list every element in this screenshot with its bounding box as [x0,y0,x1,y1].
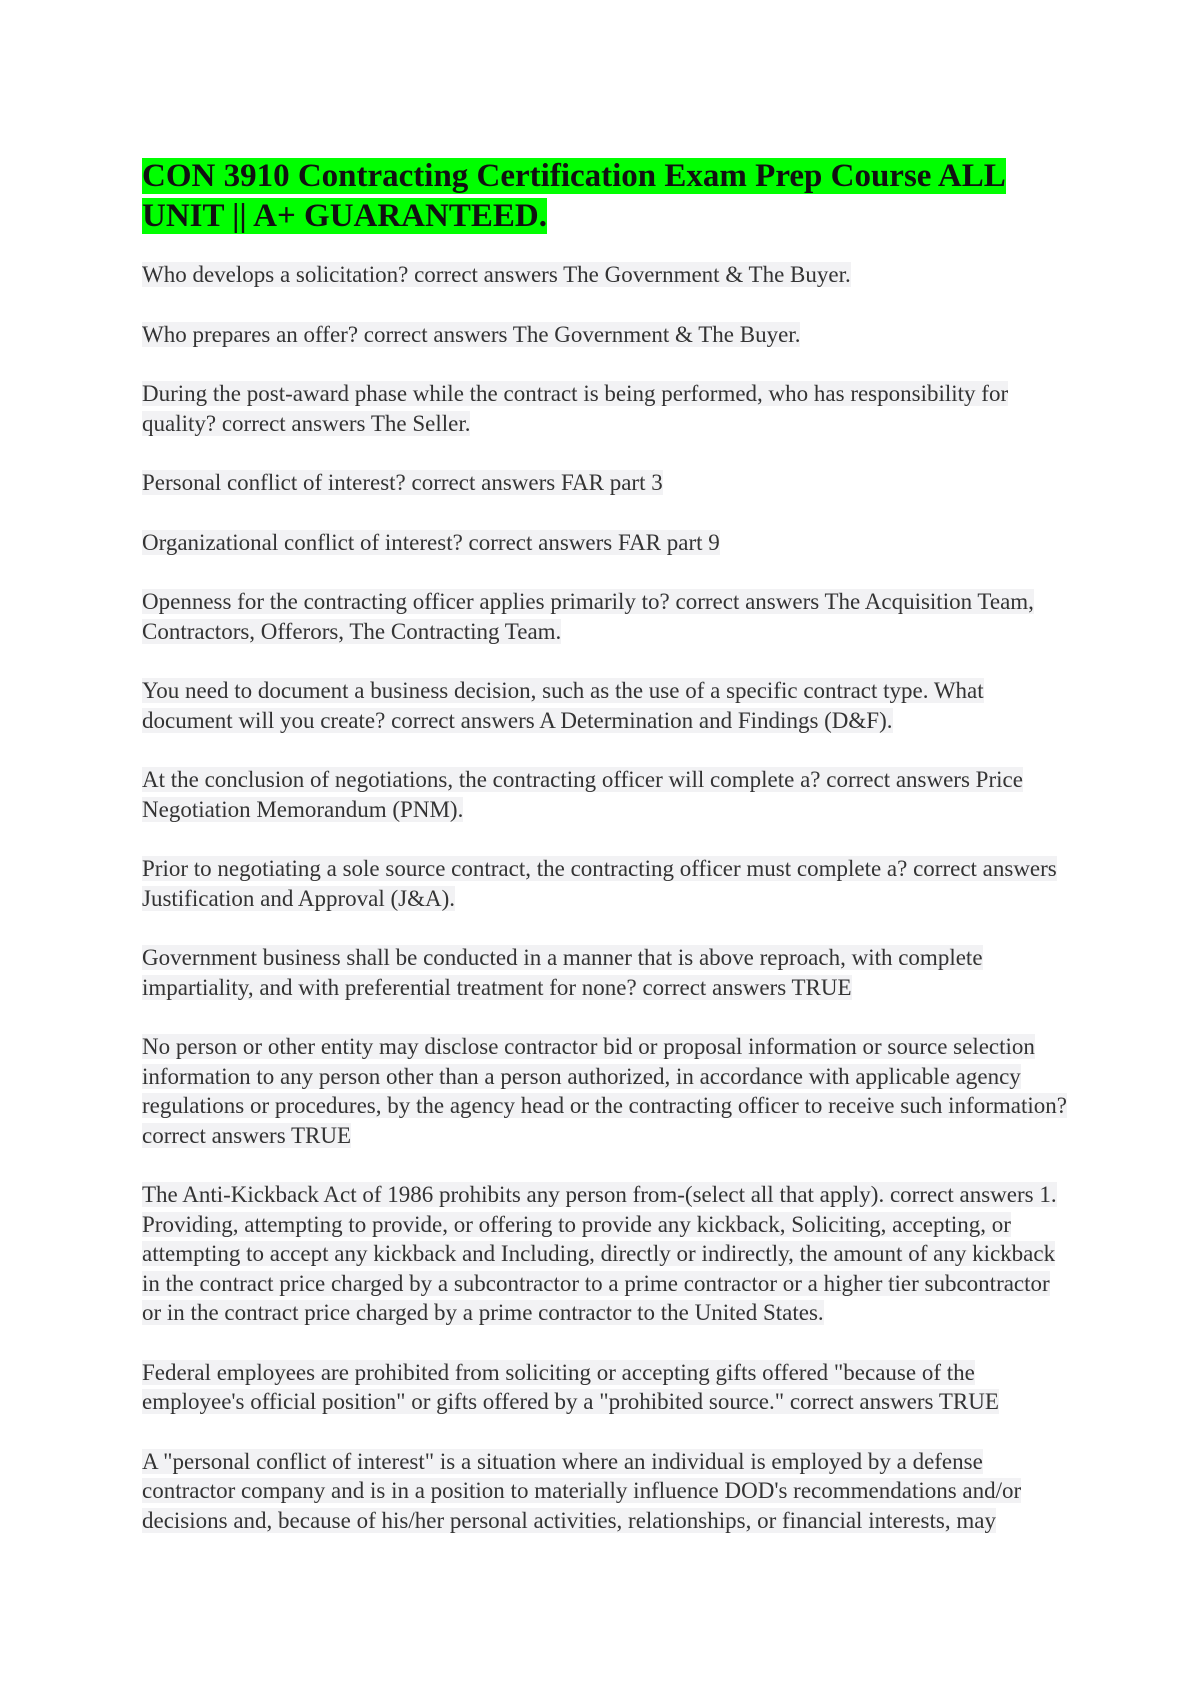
qa-item: Openness for the contracting officer applies primarily to? correct answers The Acquisition Team, Contractors, Offerors, The Contracting Team. [142,589,1034,644]
qa-item: The Anti-Kickback Act of 1986 prohibits any person from-(select all that apply). correct answers 1. Providing, attempting to provide, or offering to provide any kickback, Soliciting, accepting, or attempting to accept any kickback and Including, directly or indirectly, the amount of any kickback in the contract price charged by a subcontractor to a prime contractor or a higher tier subcontractor or in the contract price charged by a prime contractor to the United States. [142,1182,1057,1325]
document-content [142,156,1067,1565]
qa-item: Who develops a solicitation? correct answers The Government & The Buyer. [142,262,851,287]
qa-item: Organizational conflict of interest? correct answers FAR part 9 [142,529,720,555]
qa-item: Personal conflict of interest? correct answers FAR part 3 [142,470,663,495]
qa-item: No person or other entity may disclose contractor bid or proposal information or source selection information to any person other than a person authorized, in accordance with applicable agency regulations or procedures, by the agency head or the contracting officer to receive such information? correct answers TRUE [142,1034,1067,1148]
qa-item: Federal employees are prohibited from soliciting or accepting gifts offered "because of the employee's official position" or gifts offered by a "prohibited source." correct answers TRUE [142,1359,999,1414]
qa-item: During the post-award phase while the contract is being performed, who has responsibility for quality? correct answers The Seller. [142,381,1009,436]
qa-item: You need to document a business decision, such as the use of a specific contract type. What document will you create? correct answers A Determination and Findings (D&F). [142,678,984,733]
document-title-text: CON 3910 Contracting Certification Exam Prep Course ALL UNIT || A+ GUARANTEED. [142,158,1006,234]
qa-item: Who prepares an offer? correct answers The Government & The Buyer. [142,321,801,347]
qa-item: A "personal conflict of interest" is a situation where an individual is employed by a defense contractor company and is in a position to materially influence DOD's recommendations and/or decisions and, because of his/her personal activities, relationships, or financial interests, may [142,1448,1022,1533]
qa-item: Prior to negotiating a sole source contract, the contracting officer must complete a? correct answers Justification and Approval (J&A). [142,856,1057,911]
qa-item: Government business shall be conducted in a manner that is above reproach, with complete impartiality, and with preferential treatment for none? correct answers TRUE [142,945,983,1000]
document-title [142,156,1067,236]
qa-item: At the conclusion of negotiations, the contracting officer will complete a? correct answers Price Negotiation Memorandum (PNM). [142,767,1023,822]
